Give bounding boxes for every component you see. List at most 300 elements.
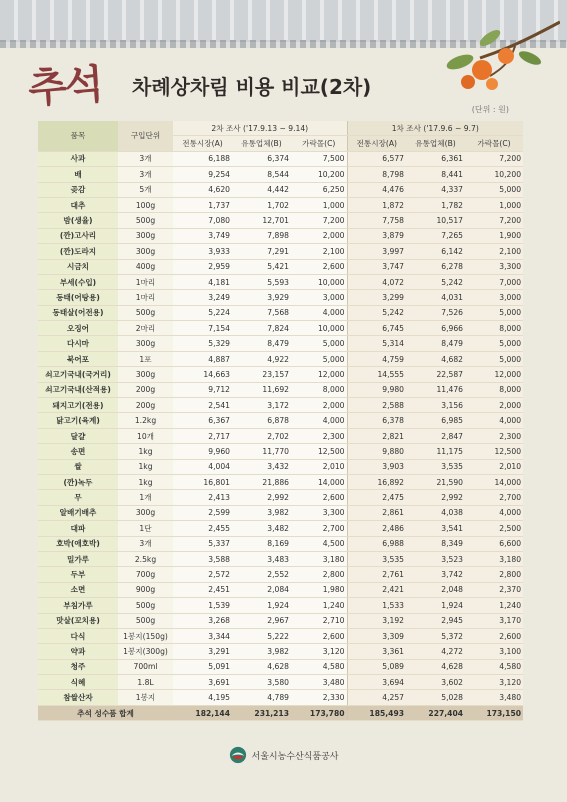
table-row [38,382,523,397]
price-cell: 6,378 [347,413,406,428]
table-row [38,274,523,289]
table-row [38,305,523,320]
price-cell: 7,265 [406,228,465,243]
price-cell: 6,577 [347,151,406,166]
total-cell: 227,404 [406,705,465,720]
item-name: 돼지고기(전용) [38,398,118,413]
table-row [38,644,523,659]
purchase-unit: 5개 [118,182,173,197]
price-cell: 3,602 [406,675,465,690]
price-cell: 1,924 [406,598,465,613]
price-cell: 7,291 [232,244,291,259]
price-cell: 4,580 [465,659,523,674]
table-row [38,567,523,582]
price-cell: 5,028 [406,690,465,705]
price-cell: 3,982 [232,644,291,659]
price-cell: 3,691 [173,675,232,690]
table-row [38,151,523,166]
price-cell: 10,200 [291,167,347,182]
price-cell: 3,749 [173,228,232,243]
item-name: 오징어 [38,321,118,336]
price-cell: 5,329 [173,336,232,351]
price-cell: 3,170 [465,613,523,628]
price-cell: 7,080 [173,213,232,228]
price-cell: 5,421 [232,259,291,274]
item-name: 달걀 [38,428,118,443]
purchase-unit: 200g [118,382,173,397]
purchase-unit: 1마리 [118,274,173,289]
price-cell: 4,181 [173,274,232,289]
price-cell: 4,628 [406,659,465,674]
price-cell: 2,717 [173,428,232,443]
price-cell: 3,482 [232,521,291,536]
price-cell: 8,000 [465,321,523,336]
header-item: 품목 [38,121,118,151]
table-body [38,151,523,705]
price-cell: 2,330 [291,690,347,705]
price-cell: 10,200 [465,167,523,182]
price-cell: 7,500 [291,151,347,166]
price-cell: 7,200 [291,213,347,228]
table-row [38,213,523,228]
price-cell: 7,898 [232,228,291,243]
price-cell: 3,580 [232,675,291,690]
price-cell: 1,539 [173,598,232,613]
price-cell: 3,300 [291,505,347,520]
price-cell: 3,268 [173,613,232,628]
item-name: 배 [38,167,118,182]
price-cell: 1,924 [232,598,291,613]
price-cell: 3,299 [347,290,406,305]
price-cell: 2,992 [406,490,465,505]
item-name: 참쌀산자 [38,690,118,705]
price-cell: 6,600 [465,536,523,551]
price-cell: 6,188 [173,151,232,166]
table-row [38,228,523,243]
price-cell: 3,249 [173,290,232,305]
purchase-unit: 1.8L [118,675,173,690]
purchase-unit: 3개 [118,536,173,551]
purchase-unit: 400g [118,259,173,274]
purchase-unit: 1kg [118,444,173,459]
table-row [38,167,523,182]
title-calligraphy: 추석 [26,60,104,113]
price-cell: 3,172 [232,398,291,413]
price-cell: 6,985 [406,413,465,428]
price-cell: 2,702 [232,428,291,443]
item-name: 쌀 [38,459,118,474]
item-name: (깐)녹두 [38,474,118,489]
price-cell: 2,599 [173,505,232,520]
purchase-unit: 1포 [118,351,173,366]
price-cell: 7,154 [173,321,232,336]
table-row [38,490,523,505]
price-cell: 2,451 [173,582,232,597]
price-cell: 5,000 [291,351,347,366]
price-cell: 5,000 [291,336,347,351]
price-cell: 10,517 [406,213,465,228]
item-name: 밀가루 [38,551,118,566]
price-cell: 1,782 [406,197,465,212]
price-cell: 9,712 [173,382,232,397]
purchase-unit: 500g [118,598,173,613]
price-cell: 4,000 [291,305,347,320]
price-cell: 12,500 [291,444,347,459]
price-cell: 2,000 [291,398,347,413]
price-cell: 3,933 [173,244,232,259]
item-name: 다시마 [38,336,118,351]
price-cell: 1,000 [465,197,523,212]
price-cell: 12,000 [465,367,523,382]
price-cell: 2,959 [173,259,232,274]
price-cell: 3,180 [291,551,347,566]
price-cell: 3,344 [173,628,232,643]
purchase-unit: 3개 [118,151,173,166]
price-cell: 2,700 [465,490,523,505]
price-cell: 5,337 [173,536,232,551]
item-name: 송편 [38,444,118,459]
item-name: 북어포 [38,351,118,366]
price-cell: 6,878 [232,413,291,428]
price-cell: 5,242 [406,274,465,289]
price-cell: 6,367 [173,413,232,428]
price-cell: 2,084 [232,582,291,597]
price-cell: 2,600 [465,628,523,643]
price-cell: 3,000 [291,290,347,305]
price-cell: 11,692 [232,382,291,397]
price-cell: 1,737 [173,197,232,212]
price-cell: 4,442 [232,182,291,197]
price-cell: 2,100 [291,244,347,259]
item-name: 다식 [38,628,118,643]
price-cell: 2,821 [347,428,406,443]
price-cell: 16,801 [173,474,232,489]
price-cell: 8,349 [406,536,465,551]
table-row [38,197,523,212]
item-name: 쇠고기국내(국거리) [38,367,118,382]
item-name: 시금치 [38,259,118,274]
price-cell: 12,701 [232,213,291,228]
purchase-unit: 1kg [118,459,173,474]
item-name: 쇠고기국내(산적용) [38,382,118,397]
price-cell: 5,242 [347,305,406,320]
price-cell: 6,361 [406,151,465,166]
price-cell: 8,441 [406,167,465,182]
purchase-unit: 300g [118,505,173,520]
price-cell: 11,476 [406,382,465,397]
table-row [38,536,523,551]
purchase-unit: 500g [118,305,173,320]
price-cell: 2,010 [291,459,347,474]
price-cell: 4,620 [173,182,232,197]
price-cell: 3,100 [465,644,523,659]
price-cell: 8,798 [347,167,406,182]
page-title: 차례상차림 비용 비교(2차) [132,75,372,99]
price-cell: 9,880 [347,444,406,459]
price-cell: 5,314 [347,336,406,351]
item-name: 소면 [38,582,118,597]
price-cell: 14,555 [347,367,406,382]
price-cell: 3,903 [347,459,406,474]
price-cell: 2,847 [406,428,465,443]
price-cell: 2,600 [291,259,347,274]
footer [0,745,567,765]
table-row [38,459,523,474]
price-cell: 4,072 [347,274,406,289]
price-cell: 10,000 [291,274,347,289]
table-row [38,582,523,597]
purchase-unit: 200g [118,398,173,413]
total-cell: 231,213 [232,705,291,720]
price-cell: 7,568 [232,305,291,320]
item-name: (깐)도라지 [38,244,118,259]
price-cell: 2,800 [465,567,523,582]
price-cell: 2,710 [291,613,347,628]
price-cell: 4,887 [173,351,232,366]
price-cell: 1,872 [347,197,406,212]
item-name: 맛살(꼬치용) [38,613,118,628]
price-cell: 4,000 [465,505,523,520]
price-cell: 3,541 [406,521,465,536]
item-name: 대파 [38,521,118,536]
table-row [38,244,523,259]
purchase-unit: 3개 [118,167,173,182]
price-cell: 1,900 [465,228,523,243]
header-traditional-market-1: 전통시장(A) [347,136,406,151]
price-cell: 2,500 [465,521,523,536]
price-cell: 4,038 [406,505,465,520]
price-cell: 14,663 [173,367,232,382]
item-name: 동태살(어전용) [38,305,118,320]
price-cell: 5,000 [465,351,523,366]
price-cell: 1,702 [232,197,291,212]
price-cell: 4,272 [406,644,465,659]
table-row [38,521,523,536]
price-cell: 3,192 [347,613,406,628]
price-cell: 3,535 [406,459,465,474]
price-cell: 23,157 [232,367,291,382]
item-name: 부세(수입) [38,274,118,289]
purchase-unit: 10개 [118,428,173,443]
price-cell: 3,361 [347,644,406,659]
price-cell: 4,337 [406,182,465,197]
price-cell: 4,195 [173,690,232,705]
price-cell: 4,000 [465,413,523,428]
table-row [38,551,523,566]
header-retailer-2: 유통업체(B) [232,136,291,151]
price-cell: 1,240 [291,598,347,613]
item-name: 알배기배추 [38,505,118,520]
table-row [38,505,523,520]
price-cell: 8,479 [232,336,291,351]
price-cell: 2,300 [291,428,347,443]
price-cell: 1,240 [465,598,523,613]
purchase-unit: 2마리 [118,321,173,336]
price-cell: 8,000 [291,382,347,397]
price-cell: 7,200 [465,213,523,228]
price-cell: 6,966 [406,321,465,336]
total-cell: 173,780 [291,705,347,720]
price-cell: 4,789 [232,690,291,705]
price-cell: 2,455 [173,521,232,536]
price-cell: 2,761 [347,567,406,582]
item-name: 밤(생율) [38,213,118,228]
total-row [38,705,523,720]
purchase-unit: 700g [118,567,173,582]
price-cell: 3,929 [232,290,291,305]
price-cell: 4,031 [406,290,465,305]
price-cell: 2,945 [406,613,465,628]
agency-name: 서울시농수산식품공사 [251,751,339,762]
price-cell: 4,922 [232,351,291,366]
price-cell: 7,824 [232,321,291,336]
price-cell: 2,572 [173,567,232,582]
price-cell: 7,200 [465,151,523,166]
header-survey-1: 1차 조사 ('17.9.6 ~ 9.7) [347,121,523,136]
price-cell: 9,980 [347,382,406,397]
price-cell: 4,476 [347,182,406,197]
price-cell: 2,541 [173,398,232,413]
item-name: 사과 [38,151,118,166]
total-cell: 182,144 [173,705,232,720]
price-cell: 3,694 [347,675,406,690]
table-row [38,474,523,489]
price-cell: 10,000 [291,321,347,336]
price-cell: 2,048 [406,582,465,597]
header-unit: 구입단위 [118,121,173,151]
price-cell: 3,180 [465,551,523,566]
price-cell: 16,892 [347,474,406,489]
item-name: 동태(어탕용) [38,290,118,305]
total-cell: 185,493 [347,705,406,720]
price-cell: 2,000 [291,228,347,243]
price-cell: 5,372 [406,628,465,643]
price-cell: 4,628 [232,659,291,674]
price-cell: 2,100 [465,244,523,259]
price-cell: 4,580 [291,659,347,674]
purchase-unit: 1마리 [118,290,173,305]
table-row [38,367,523,382]
price-cell: 4,004 [173,459,232,474]
price-cell: 3,747 [347,259,406,274]
price-cell: 2,992 [232,490,291,505]
price-cell: 2,600 [291,628,347,643]
price-cell: 5,000 [465,305,523,320]
price-cell: 11,175 [406,444,465,459]
price-cell: 7,526 [406,305,465,320]
price-cell: 12,000 [291,367,347,382]
price-cell: 6,374 [232,151,291,166]
item-name: (깐)고사리 [38,228,118,243]
purchase-unit: 2.5kg [118,551,173,566]
table-row [38,613,523,628]
price-cell: 3,291 [173,644,232,659]
purchase-unit: 700ml [118,659,173,674]
item-name: 닭고기(육계) [38,413,118,428]
price-cell: 11,770 [232,444,291,459]
price-cell: 9,960 [173,444,232,459]
price-cell: 9,254 [173,167,232,182]
table-row [38,675,523,690]
purchase-unit: 500g [118,613,173,628]
price-cell: 3,483 [232,551,291,566]
price-cell: 2,800 [291,567,347,582]
price-cell: 8,544 [232,167,291,182]
table-row [38,598,523,613]
price-cell: 3,997 [347,244,406,259]
price-cell: 1,533 [347,598,406,613]
price-cell: 3,480 [291,675,347,690]
table-row [38,321,523,336]
purchase-unit: 300g [118,244,173,259]
price-cell: 6,745 [347,321,406,336]
price-cell: 1,000 [291,197,347,212]
header-retailer-1: 유통업체(B) [406,136,465,151]
price-cell: 2,700 [291,521,347,536]
price-cell: 2,413 [173,490,232,505]
item-name: 호박(애호박) [38,536,118,551]
price-cell: 14,000 [465,474,523,489]
price-cell: 5,593 [232,274,291,289]
item-name: 곶감 [38,182,118,197]
header-garak-mall-2: 가락몰(C) [291,136,347,151]
purchase-unit: 1개 [118,490,173,505]
table-row [38,413,523,428]
table-row [38,259,523,274]
header-survey-2: 2차 조사 ('17.9.13 ~ 9.14) [173,121,347,136]
price-cell: 3,120 [291,644,347,659]
table-row [38,444,523,459]
header-garak-mall-1: 가락몰(C) [465,136,523,151]
price-cell: 3,742 [406,567,465,582]
item-name: 약과 [38,644,118,659]
price-cell: 3,480 [465,690,523,705]
table-row [38,290,523,305]
table-row [38,659,523,674]
price-cell: 3,000 [465,290,523,305]
price-cell: 5,222 [232,628,291,643]
table-row [38,628,523,643]
price-cell: 8,479 [406,336,465,351]
price-cell: 2,486 [347,521,406,536]
price-cell: 3,535 [347,551,406,566]
price-cell: 5,091 [173,659,232,674]
unit-note: (단위 : 원) [471,105,509,114]
price-cell: 2,475 [347,490,406,505]
item-name: 청주 [38,659,118,674]
table-row [38,336,523,351]
purchase-unit: 100g [118,197,173,212]
price-cell: 22,587 [406,367,465,382]
total-label: 추석 성수품 합계 [38,705,173,720]
price-cell: 21,886 [232,474,291,489]
table-row [38,351,523,366]
item-name: 무 [38,490,118,505]
price-comparison-table [38,121,523,721]
total-cell: 173,150 [465,705,523,720]
purchase-unit: 500g [118,213,173,228]
purchase-unit: 1kg [118,474,173,489]
price-cell: 3,523 [406,551,465,566]
price-cell: 6,278 [406,259,465,274]
price-cell: 2,600 [291,490,347,505]
price-cell: 8,169 [232,536,291,551]
price-cell: 6,988 [347,536,406,551]
table-row [38,182,523,197]
price-cell: 6,142 [406,244,465,259]
price-cell: 5,224 [173,305,232,320]
header-traditional-market-2: 전통시장(A) [173,136,232,151]
